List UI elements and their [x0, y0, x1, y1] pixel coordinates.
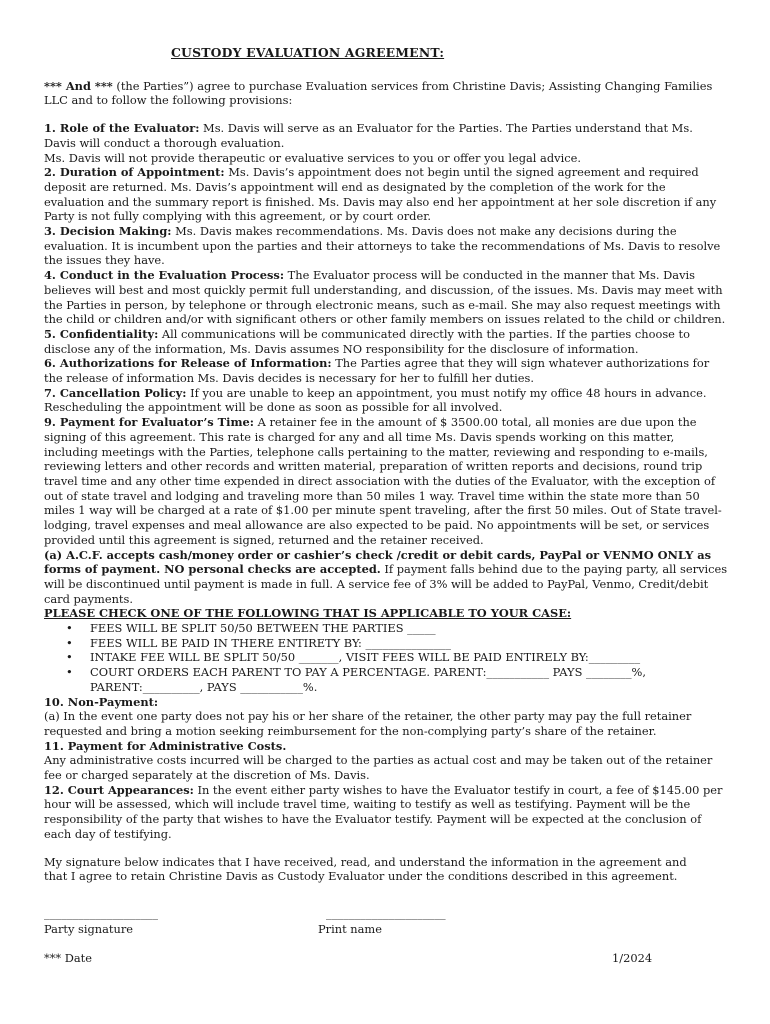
fee-option[interactable]: • COURT ORDERS EACH PARENT TO PAY A PERCENTAGE. PARENT:___________ PAYS ________%, PARENT:__________, PAYS ___________%.	[66, 665, 647, 694]
section-heading: 1. Role of the Evaluator:	[44, 121, 200, 136]
bullet-icon: •	[66, 650, 73, 665]
fee-options-list	[44, 621, 728, 695]
version-date: 1/2024	[612, 951, 653, 965]
agreement-document	[44, 46, 728, 884]
intro-paragraph: *** And *** (the Parties”) agree to purchase Evaluation services from Christine Davis; Assisting Changing Families LLC and to follow the following provisions:	[44, 78, 713, 108]
party-signature-label: Party signature	[44, 922, 134, 936]
check-instructions: PLEASE CHECK ONE OF THE FOLLOWING THAT IS APPLICABLE TO YOUR CASE:	[44, 606, 572, 621]
section-heading: 7. Cancellation Policy:	[44, 385, 187, 400]
section-payment: 9. Payment for Evaluator’s Time: A retainer fee in the amount of $ 3500.00 total, all monies are due upon the signing of this agreement. This rate is charged for any and all time Ms. Davis spends working on this matter, including meetings with the Parties, telephone calls pertaining to the matter, reviewing and responding to e-mails, reviewing letters and other records and written material, preparation of written reports and decisions, round trip travel time and any other time expended in direct association with the duties of the Evaluator, with the exception of out of state travel and lodging and traveling more than 50 miles 1 way. Travel time within the state more than 50 miles 1 way will be charged at a rate of $1.00 per minute spent traveling, after the first 50 miles. Out of State travel-lodging, travel expenses and meal allowance are also expected to be paid. No appointments will be set, or services provided until this agreement is signed, returned and the retainer received.	[44, 415, 722, 547]
party-signature-line[interactable]: ____________________	[44, 906, 158, 920]
section-role-note: Ms. Davis will not provide therapeutic or evaluative services to you or offer you legal advice.	[44, 150, 581, 165]
section-cancellation: 7. Cancellation Policy: If you are unable to keep an appointment, you must notify my office 48 hours in advance. Rescheduling the appointment will be done as soon as possible for all involved.	[44, 385, 707, 415]
signature-area	[44, 906, 728, 986]
intro-parties: *** And ***	[44, 78, 113, 93]
section-admin: Any administrative costs incurred will be charged to the parties as actual cost and may be taken out of the retainer fee or charged separately at the discretion of Ms. Davis.	[44, 753, 713, 783]
section-conduct: 4. Conduct in the Evaluation Process: The Evaluator process will be conducted in the manner that Ms. Davis believes will best and most quickly permit full understanding, and discussion, of the issues. Ms. Davis may meet with the Parties in person, by telephone or through electronic means, such as e-mail. She may also request meetings with the child or children and/or with significant others or other family members on issues related to the child or children.	[44, 268, 726, 327]
section-payment-forms: (a) A.C.F. accepts cash/money order or cashier’s check /credit or debit cards, PayPal or VENMO ONLY as forms of payment. NO personal checks are accepted. If payment falls behind due to the paying party, all services will be discontinued until payment is made in full. A service fee of 3% will be added to PayPal, Venmo, Credit/debit card payments.	[44, 547, 728, 606]
bullet-icon: •	[66, 665, 73, 680]
section-heading: 12. Court Appearances:	[44, 782, 194, 797]
date-label: *** Date	[44, 951, 92, 965]
section-heading: 2. Duration of Appointment:	[44, 165, 225, 180]
section-authorizations: 6. Authorizations for Release of Information: The Parties agree that they will sign whatever authorizations for the release of information Ms. Davis decides is necessary for her to fulfill her duties.	[44, 356, 710, 386]
print-name-line[interactable]: _____________________	[326, 906, 446, 920]
section-role: 1. Role of the Evaluator: Ms. Davis will serve as an Evaluator for the Parties. The Parties understand that Ms. Davis will conduct a thorough evaluation.	[44, 121, 693, 150]
closing-statement: My signature below indicates that I have received, read, and understand the information in the agreement and that I agree to retain Christine Davis as Custody Evaluator under the conditions described in this agreement.	[44, 854, 687, 884]
section-nonpayment: (a) In the event one party does not pay his or her share of the retainer, the other party may pay the full retainer requested and bring a motion seeking reimbursement for the non-complying party’s share of the retainer.	[44, 709, 692, 738]
section-heading: 4. Conduct in the Evaluation Process:	[44, 268, 285, 283]
bullet-icon: •	[66, 621, 73, 636]
print-name-label: Print name	[318, 922, 382, 936]
document-title: CUSTODY EVALUATION AGREEMENT:	[171, 45, 445, 60]
section-confidentiality: 5. Confidentiality: All communications will be communicated directly with the parties. If the parties choose to disclose any of the information, Ms. Davis assumes NO responsibility for the disclosure of information.	[44, 326, 690, 356]
fee-option[interactable]: • FEES WILL BE PAID IN THERE ENTIRETY BY: _______________	[66, 635, 451, 650]
fee-option[interactable]: • INTAKE FEE WILL BE SPLIT 50/50 _______, VISIT FEES WILL BE PAID ENTIRELY BY:_________	[66, 650, 641, 665]
section-admin-heading: 11. Payment for Administrative Costs.	[44, 738, 287, 753]
section-heading: 3. Decision Making:	[44, 224, 172, 239]
section-heading: 5. Confidentiality:	[44, 326, 159, 341]
section-court: 12. Court Appearances: In the event either party wishes to have the Evaluator testify in court, a fee of $145.00 per hour will be assessed, which will include travel time, waiting to testify as well as testifying. Payment will be the responsibility of the party that wishes to have the Evaluator testify. Payment will be expected at the conclusion of each day of testifying.	[44, 782, 723, 841]
section-decision: 3. Decision Making: Ms. Davis makes recommendations. Ms. Davis does not make any decisions during the evaluation. It is incumbent upon the parties and their attorneys to take the recommendations of Ms. Davis to resolve the issues they have.	[44, 224, 721, 268]
section-heading: 6. Authorizations for Release of Information:	[44, 356, 332, 371]
bullet-icon: •	[66, 635, 73, 650]
section-nonpayment-heading: 10. Non-Payment:	[44, 694, 159, 709]
section-heading: (a) A.C.F. accepts cash/money order or cashier’s check /credit or debit cards, PayPal or VENMO ONLY as forms of payment. NO personal checks are accepted.	[44, 547, 712, 577]
fee-option[interactable]: • FEES WILL BE SPLIT 50/50 BETWEEN THE PARTIES _____	[66, 621, 436, 636]
section-duration: 2. Duration of Appointment: Ms. Davis’s appointment does not begin until the signed agreement and required deposit are returned. Ms. Davis’s appointment will end as designated by the completion of the work for the evaluation and the summary report is finished. Ms. Davis may also end her appointment at her sole discretion if any Party is not fully complying with this agreement, or by court order.	[44, 165, 717, 224]
section-heading: 9. Payment for Evaluator’s Time:	[44, 415, 254, 430]
